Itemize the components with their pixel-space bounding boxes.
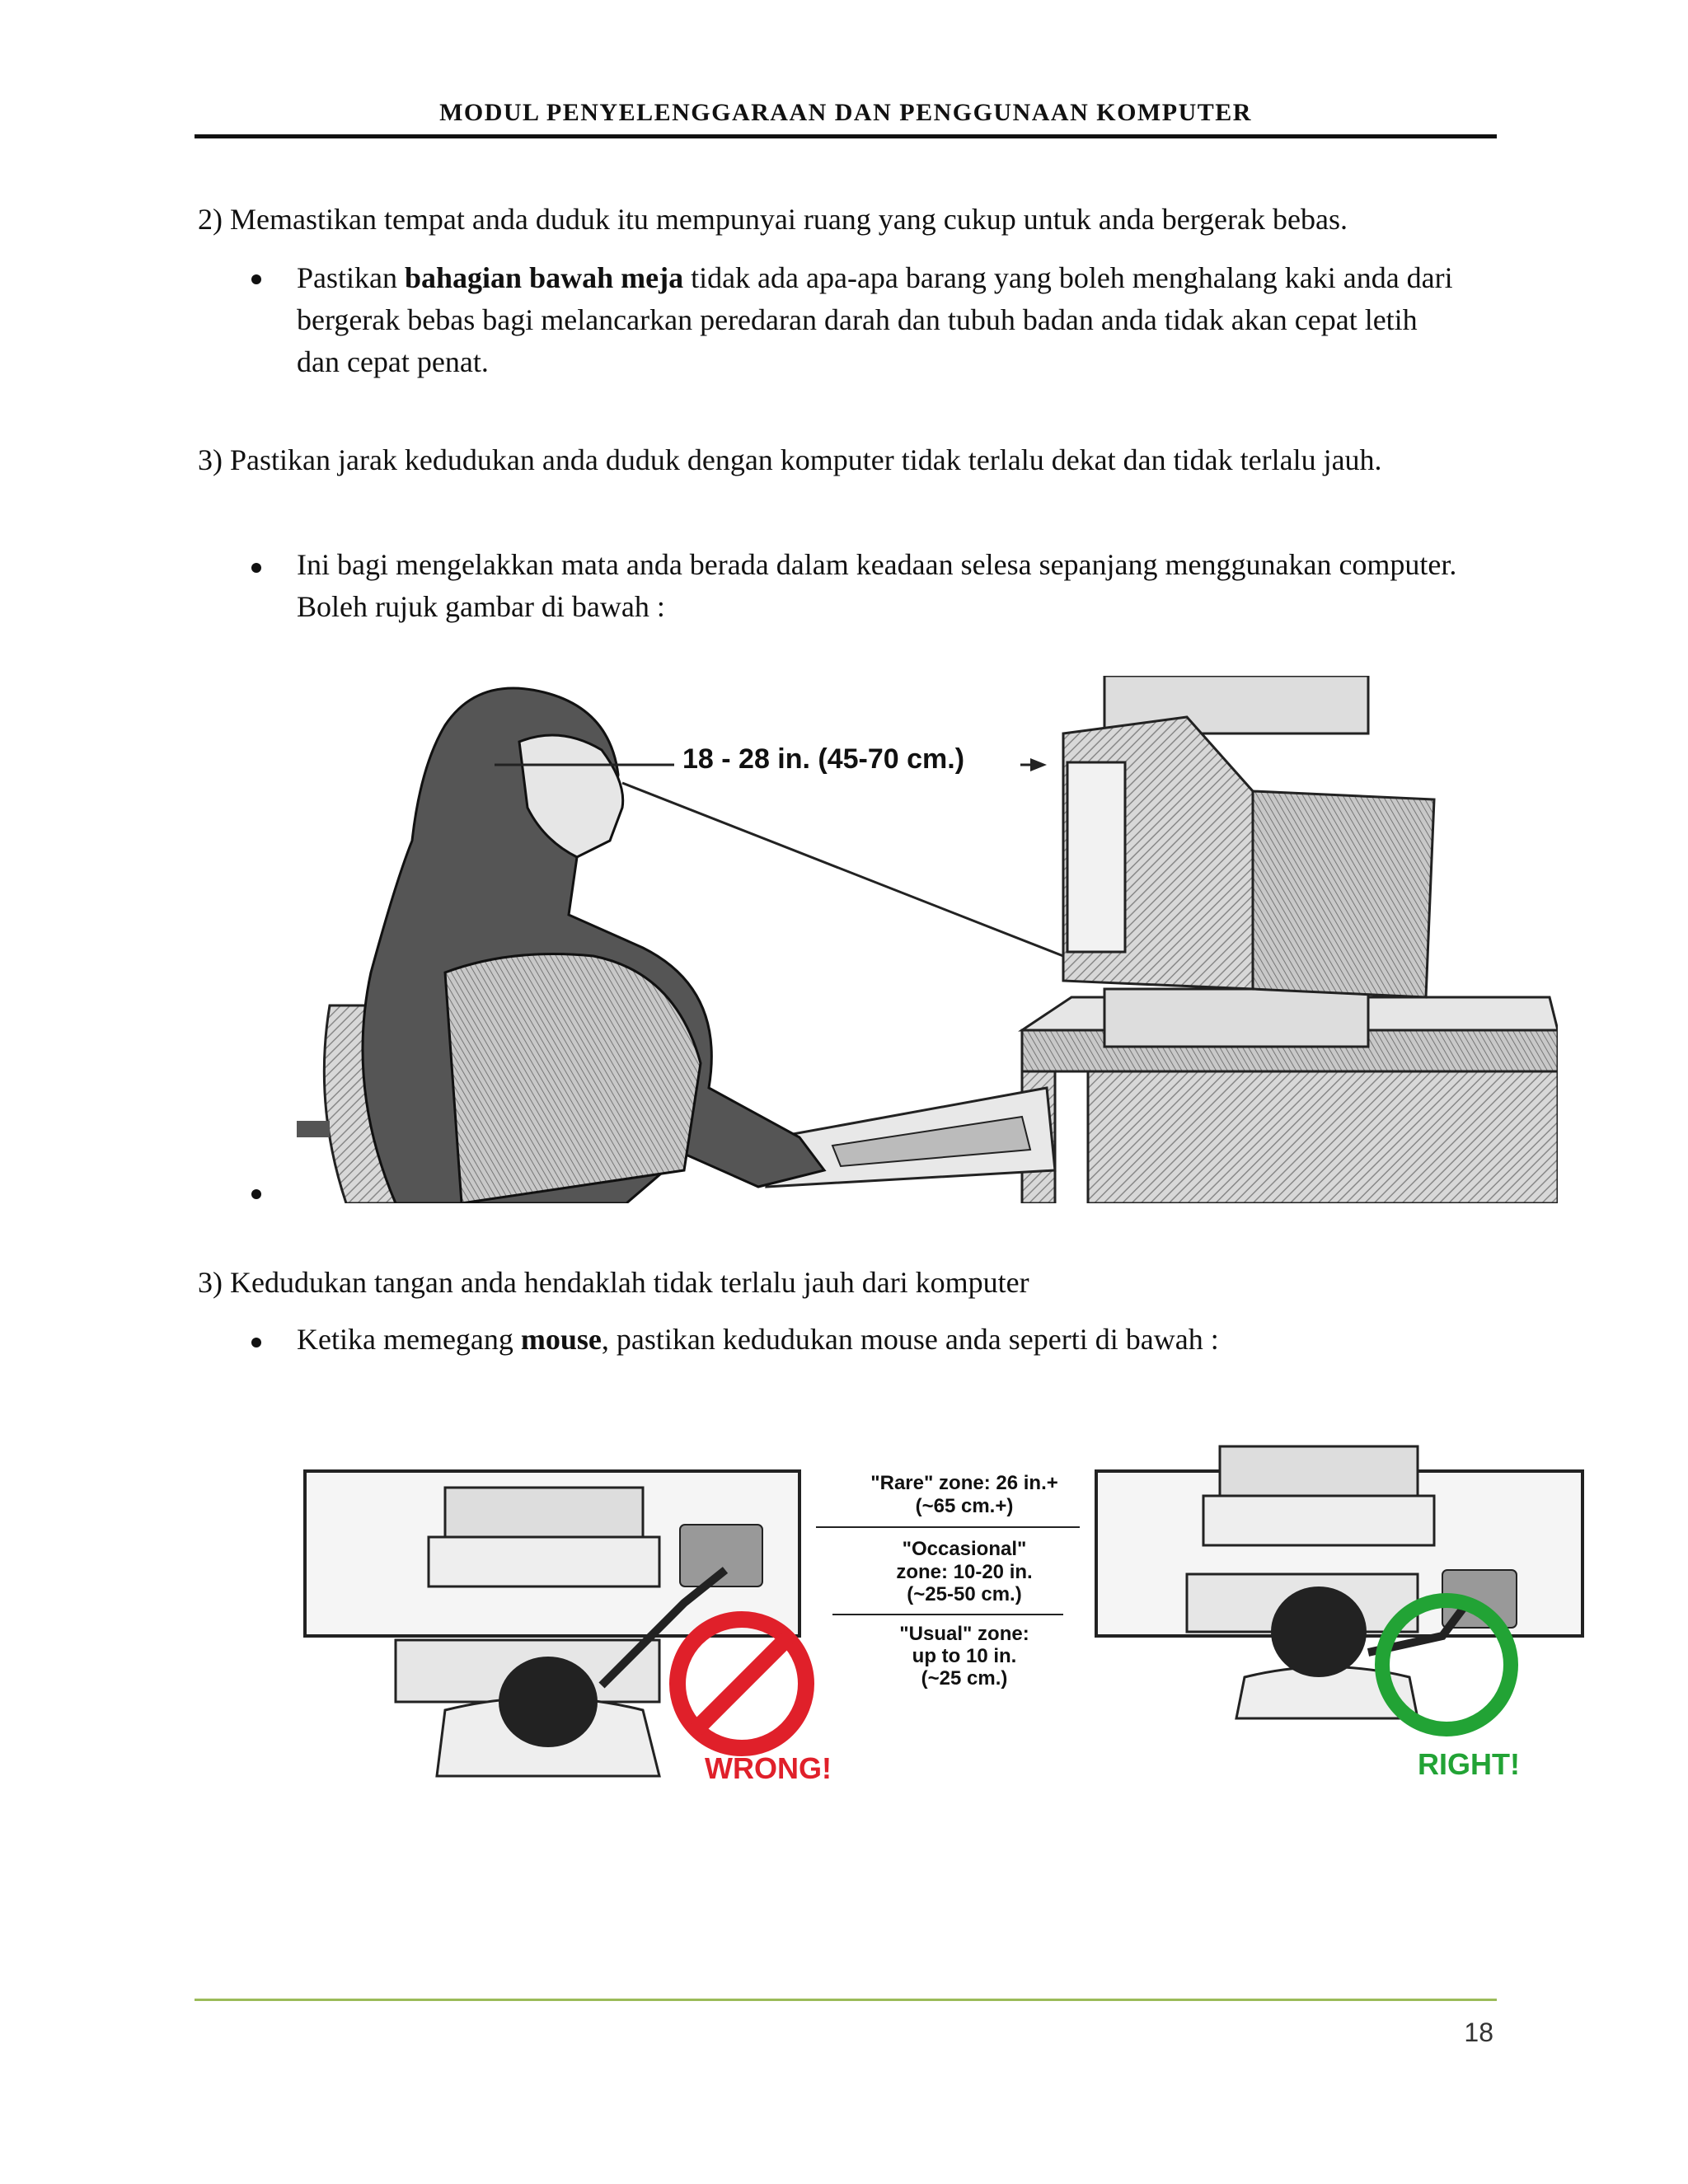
bullet-item-mouse: Ketika memegang mouse, pastikan kedudukan mouse anda seperti di bawah : xyxy=(297,1323,1219,1356)
bold-term: mouse xyxy=(520,1323,602,1356)
zone-occasional-line1: "Occasional" xyxy=(902,1538,1027,1560)
bold-term: bahagian bawah meja xyxy=(405,261,684,294)
bullet-dot xyxy=(249,272,265,288)
right-label: RIGHT! xyxy=(1418,1747,1520,1781)
person-head-wrong xyxy=(499,1657,598,1747)
monitor xyxy=(1063,676,1434,1047)
bullet-dot xyxy=(249,1335,265,1352)
footer-divider xyxy=(195,1999,1497,2001)
zone-usual-line2: up to 10 in. xyxy=(912,1645,1017,1667)
illustration-mouse-position xyxy=(297,1438,1591,1801)
person-head-right xyxy=(1271,1586,1367,1677)
page-header-title: MODUL PENYELENGGARAAN DAN PENGGUNAAN KOMPUTER xyxy=(439,99,1252,126)
zone-legend xyxy=(816,1472,1080,1690)
paragraph-4: 3) Kedudukan tangan anda hendaklah tidak terlalu jauh dari komputer xyxy=(198,1266,1029,1299)
zone-occasional-line3: (~25-50 cm.) xyxy=(907,1583,1022,1605)
paragraph-2: 2) Memastikan tempat anda duduk itu mempunyai ruang yang cukup untuk anda bergerak bebas. xyxy=(198,203,1348,236)
zone-rare-line2: (~65 cm.+) xyxy=(915,1495,1014,1517)
zone-usual-line3: (~25 cm.) xyxy=(921,1667,1008,1690)
wrong-label: WRONG! xyxy=(705,1751,832,1785)
figure-mouse-position xyxy=(297,1438,1591,1801)
sight-line xyxy=(622,783,1063,956)
page-number: 18 xyxy=(1464,2018,1493,2047)
bullet-dot xyxy=(249,560,265,577)
illustration-sitting-distance xyxy=(297,676,1558,1203)
bullet-dot xyxy=(249,1187,265,1203)
bullet-item-eye-distance: Ini bagi mengelakkan mata anda berada dalam keadaan selesa sepanjang menggunakan computer. Boleh rujuk gambar di bawah : xyxy=(297,548,1457,623)
zone-occasional-line2: zone: 10-20 in. xyxy=(896,1561,1033,1583)
header-divider xyxy=(195,134,1497,138)
wrong-symbol xyxy=(678,1619,806,1748)
zone-rare-line1: "Rare" zone: 26 in.+ xyxy=(870,1472,1058,1494)
bullet-item-legspace: Pastikan bahagian bawah meja tidak ada apa-apa barang yang boleh menghalang kaki anda dari bergerak bebas bagi melancarkan peredaran darah dan tubuh badan anda tidak akan cepat letih dan cepat penat. xyxy=(297,261,1453,378)
figure-sitting-distance xyxy=(297,676,1558,1203)
paragraph-3: 3) Pastikan jarak kedudukan anda duduk dengan komputer tidak terlalu dekat dan tidak terlalu jauh. xyxy=(198,443,1382,476)
distance-label: 18 - 28 in. (45-70 cm.) xyxy=(682,743,965,775)
zone-usual-line1: "Usual" zone: xyxy=(899,1623,1029,1645)
